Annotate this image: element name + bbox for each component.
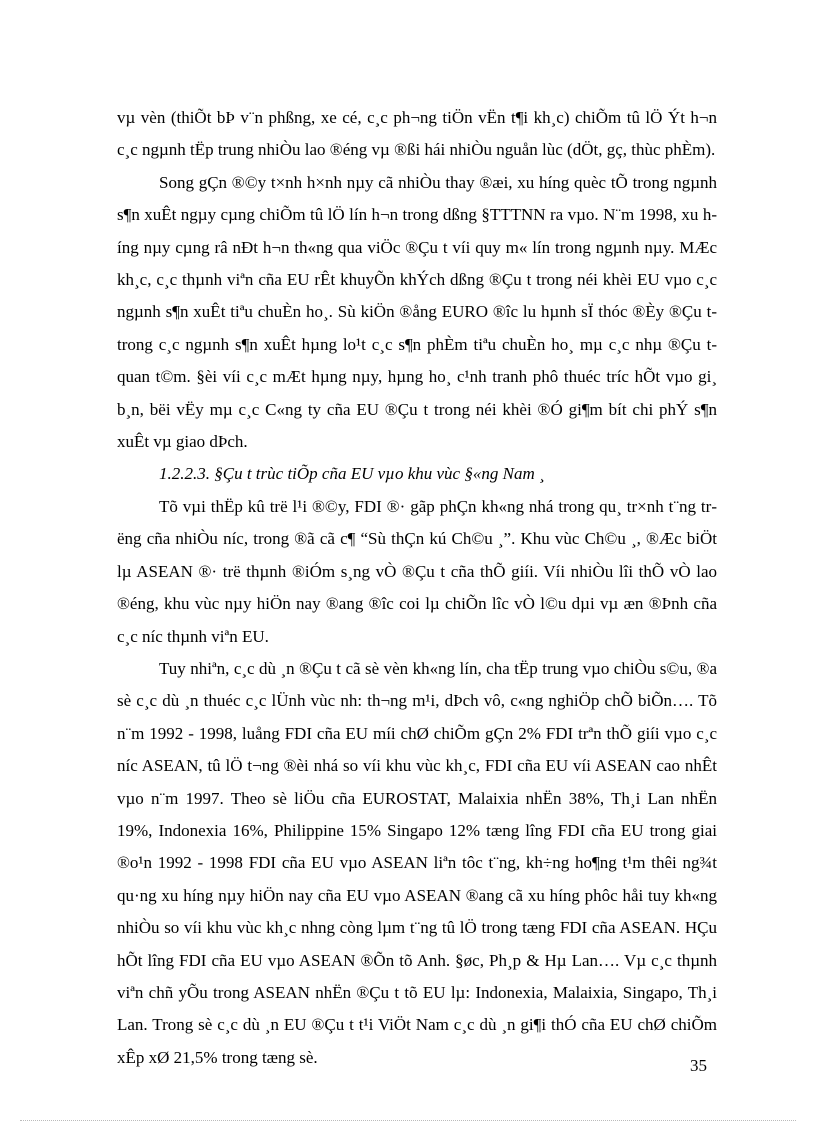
paragraph-1: vµ vèn (thiÕt bÞ v¨n phßng, xe cé, c¸c ph¬ng tiÖn vËn t¶i kh¸c) chiÕm tû lÖ Ýt h¬n c¸c ngµnh tËp trung nhiÒu lao ®éng vµ ®ßi hái nhiÒu nguån lùc (dÖt, gç, thùc phÈm).	[117, 108, 717, 160]
paragraph-4: Tuy nhiªn, c¸c dù ¸n ®Çu t cã sè vèn kh«ng lín, cha tËp trung vµo chiÒu s©u, ®a sè c¸c dù ¸n thuéc c¸c lÜnh vùc nh: th¬ng m¹i, dÞch vô, c«ng nghiÖp chÕ biÕn…. Tõ n¨m 1992 - 1998, luång FDI cña EU míi chØ chiÕm gÇn 2% FDI trªn thÕ giíi vµo c¸c níc ASEAN, tû lÖ t¬ng ®èi nhá so víi khu vùc kh¸c, FDI cña EU víi ASEAN cao nhÊt vµo n¨m 1997. Theo sè liÖu cña EUROSTAT, Malaixia nhËn 38%, Th¸i Lan nhËn 19%, Indonexia 16%, Philippine 15% Singapo 12% tæng lîng FDI cña EU trong giai ®o¹n 1992 - 1998 FDI cña EU vµo ASEAN liªn tôc t¨ng, kh÷ng ho¶ng t¹m thêi ng¾t qu·ng xu híng nµy hiÖn nay cña EU vµo ASEAN ®ang cã xu híng phôc håi tuy kh«ng nhiÒu so víi khu vùc kh¸c nhng còng lµm t¨ng tû lÖ trong tæng FDI cña ASEAN. HÇu hÕt lîng FDI cña EU vµo ASEAN ®Õn tõ Anh. §øc, Ph¸p & Hµ Lan…. Vµ c¸c thµnh viªn chñ yÕu trong ASEAN nhËn ®Çu t tõ EU lµ: Indonexia, Malaixia, Singapo, Th¸i Lan. Trong sè c¸c dù ¸n EU ®Çu t t¹i ViÖt Nam c¸c dù ¸n gi¶i thÓ cña EU chØ chiÕm xÊp xØ 21,5% trong tæng sè.	[117, 658, 717, 1067]
section-heading: 1.2.2.3. §Çu t trùc tiÕp cña EU vµo khu vùc §«ng Nam ¸	[159, 464, 545, 484]
paragraph-3: Tõ vµi thËp kû trë l¹i ®©y, FDI ®· gãp phÇn kh«ng nhá trong qu¸ tr×nh t¨ng trëng cña nhiÒu níc, trong ®ã cã c¶ “Sù thÇn kú Ch©u ¸”. Khu vùc Ch©u ¸, ®Æc biÖt lµ ASEAN ®· trë thµnh ®iÓm s¸ng vÒ ®Çu t cña thÕ giíi. Víi nhiÒu lîi thÕ vÒ lao ®éng, khu vùc nµy hiÖn nay ®ang ®îc coi lµ chiÕn lîc vÒ l©u dµi vµ æn ®Þnh cña c¸c níc thµnh viªn EU.	[117, 496, 717, 646]
page-number: 35	[690, 1056, 707, 1075]
page-bottom-rule	[20, 1120, 796, 1121]
paragraph-2: Song gÇn ®©y t×nh h×nh nµy cã nhiÒu thay ®æi, xu híng quèc tÕ trong ngµnh s¶n xuÊt ngµy cµng chiÕm tû lÖ lín h¬n trong dßng §TTTNN ra vµo. N¨m 1998, xu híng nµy cµng râ nÐt h¬n th«ng qua viÖc ®Çu t víi quy m« lín trong ngµnh nµy. MÆc kh¸c, c¸c thµnh viªn cña EU rÊt khuyÕn khÝch dßng ®Çu t trong néi khèi EU vµo c¸c ngµnh s¶n xuÊt tiªu chuÈn ho¸. Sù kiÖn ®ång EURO ®îc lu hµnh sÏ thóc ®Èy ®Çu t trong c¸c ngµnh s¶n xuÊt hµng lo¹t c¸c s¶n phÈm tiªu chuÈn ho¸ mµ c¸c nhµ ®Çu t quan t©m. §èi víi c¸c mÆt hµng nµy, hµng ho¸ c¹nh tranh phô thuéc tríc hÕt vµo gi¸ b¸n, bëi vËy mµ c¸c C«ng ty cña EU ®Çu t trong néi khèi ®Ó gi¶m bít chi phÝ s¶n xuÊt vµ giao dÞch.	[117, 172, 717, 452]
document-body	[117, 102, 717, 1074]
